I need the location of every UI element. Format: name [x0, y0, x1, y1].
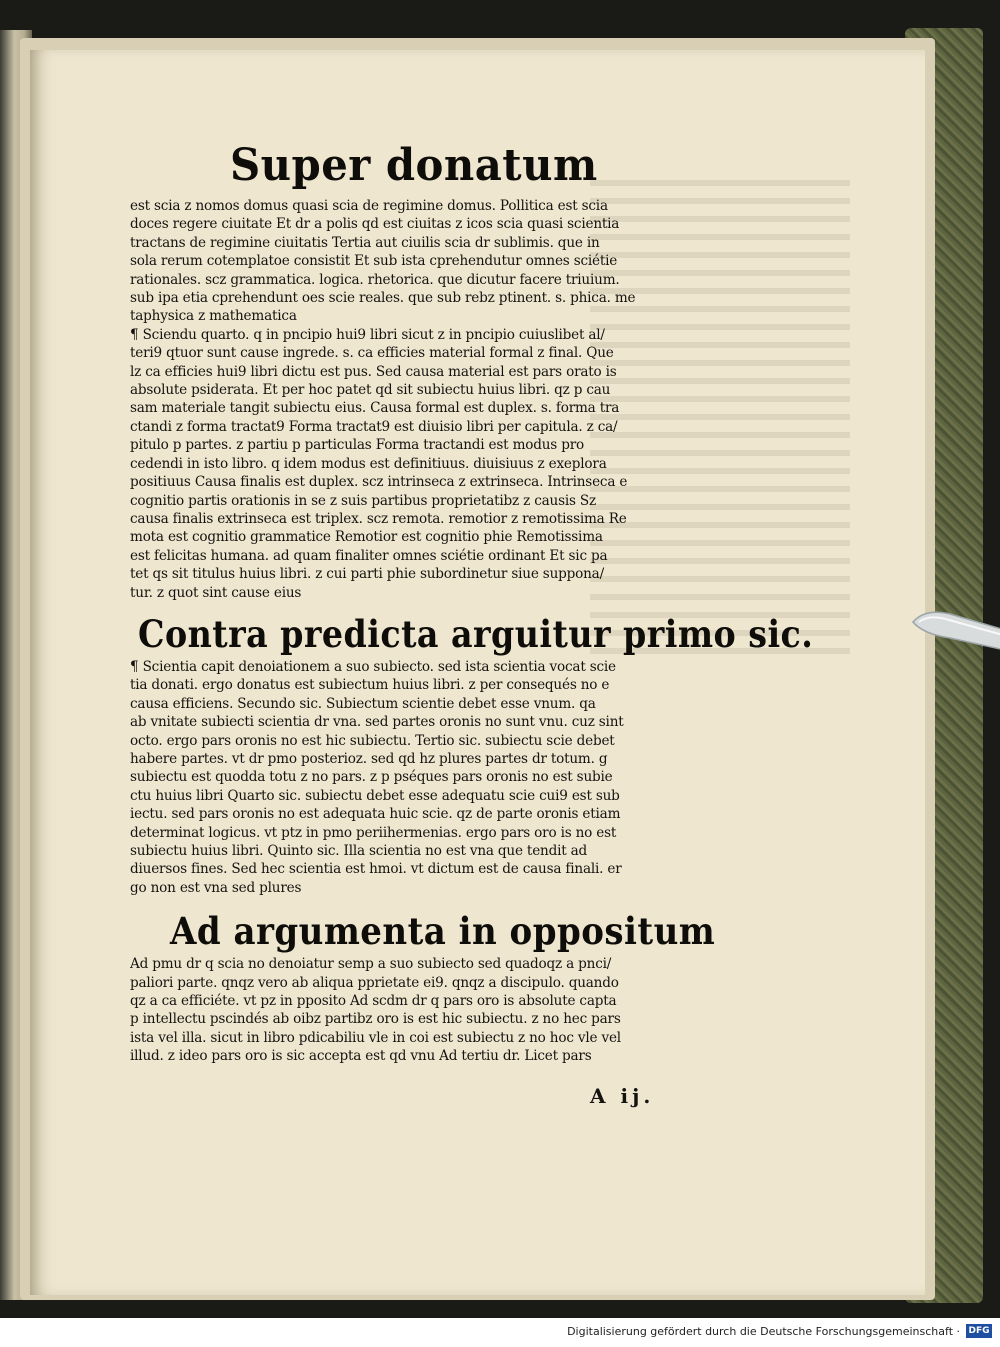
bookmark-clip-icon	[905, 600, 1000, 660]
text-line: est felicitas humana. ad quam finaliter omnes sciétie ordinant Et sic pa	[130, 547, 608, 564]
paragraph-ad-argumenta	[130, 955, 685, 1065]
text-line: Ad pmu dr q scia no denoiatur semp a suo subiecto sed quadoqz a pnci/	[130, 956, 612, 973]
text-line: ctandi z forma tractat9 Forma tractat9 est diuisio libri per capitula. z ca/	[130, 418, 618, 435]
text-line: ¶ Sciendu quarto. q in pncipio hui9 libri sicut z in pncipio cuiuslibet al/	[130, 326, 605, 343]
signature-mark: A ij.	[590, 1084, 655, 1108]
text-line: sub ipa etia cprehendunt oes scie reales. que sub rebz ptinent. s. phica. me	[130, 290, 636, 307]
text-line: go non est vna sed plures	[130, 879, 302, 896]
text-line: causa finalis extrinseca est triplex. scz remota. remotior z remotissima Re	[130, 510, 627, 527]
text-line: diuersos fines. Sed hec scientia est hmoi. vt dictum est de causa finali. er	[130, 861, 622, 878]
running-heading: Super donatum	[230, 140, 598, 191]
text-line: absolute psiderata. Et per hoc patet qd sit subiectu huius libri. qz p cau	[130, 382, 611, 399]
text-block	[130, 140, 814, 1066]
text-line: rationales. scz grammatica. logica. rhetorica. que dicutur facere triuium.	[130, 271, 620, 288]
text-line: positiuus Causa finalis est duplex. scz intrinseca z extrinseca. Intrinseca e	[130, 474, 628, 491]
text-line: lz ca efficies hui9 libri dictu est pus. Sed causa material est pars orato is	[130, 363, 617, 380]
paragraph-contra-arguments	[130, 658, 685, 897]
text-line: doces regere ciuitate Et dr a polis qd est ciuitas z icos scia quasi scientia	[130, 216, 620, 233]
dfg-logo: DFG	[966, 1324, 992, 1338]
text-line: pitulo p partes. z partiu p particulas Forma tractandi est modus pro	[130, 437, 584, 454]
text-line: sola rerum cotemplatoe consistit Et sub ista cprehendutur omnes sciétie	[130, 253, 618, 270]
section-heading-ad-argumenta: Ad argumenta in oppositum	[170, 909, 716, 954]
paragraph-politica	[130, 197, 685, 326]
footer-credit: Digitalisierung gefördert durch die Deutsche Forschungsgemeinschaft ·	[567, 1325, 960, 1338]
text-line: tet qs sit titulus huius libri. z cui parti phie subordinetur siue suppona/	[130, 566, 604, 583]
section-heading-contra: Contra predicta arguitur primo sic.	[138, 611, 814, 656]
text-line: determinat logicus. vt ptz in pmo periihermenias. ergo pars oro is no est	[130, 824, 617, 841]
text-line: subiectu huius libri. Quinto sic. Illa scientia no est vna que tendit ad	[130, 843, 588, 859]
footer-bar	[0, 1318, 1000, 1347]
text-line: ista vel illa. sicut in libro pdicabiliu vle in coi est subiectu z no hoc vle vel	[130, 1029, 621, 1046]
text-line: ab vnitate subiecti scientia dr vna. sed partes oronis no sunt vnu. cuz sint	[130, 714, 624, 731]
text-line: est scia z nomos domus quasi scia de regimine domus. Pollitica est scia	[130, 198, 608, 214]
text-line: taphysica z mathematica	[130, 308, 297, 325]
text-line: illud. z ideo pars oro is sic accepta est qd vnu Ad tertiu dr. Licet pars	[130, 1048, 592, 1065]
text-line: iectu. sed pars oronis no est adequata huic scie. qz de parte oronis etiam	[130, 806, 621, 823]
text-line: mota est cognitio grammatice Remotior est cognitio phie Remotissima	[130, 529, 603, 546]
text-line: octo. ergo pars oronis no est hic subiectu. Tertio sic. subiectu scie debet	[130, 732, 615, 749]
text-line: p intellectu pscindés ab oibz partibz oro is est hic subiectu. z no hec pars	[130, 1011, 621, 1028]
text-line: sam materiale tangit subiectu eius. Causa formal est duplex. s. forma tra	[130, 400, 620, 417]
text-line: tractans de regimine ciuitatis Tertia aut ciuilis scia dr sublimis. que in	[130, 234, 600, 251]
text-line: teri9 qtuor sunt cause ingrede. s. ca efficies material formal z final. Que	[130, 345, 614, 362]
text-line: tia donati. ergo donatus est subiectum huius libri. z per consequés no e	[130, 677, 610, 694]
text-line: causa efficiens. Secundo sic. Subiectum scientie debet esse vnum. qa	[130, 695, 596, 712]
text-line: ¶ Scientia capit denoiationem a suo subiecto. sed ista scientia vocat scie	[130, 658, 616, 675]
text-line: subiectu est quodda totu z no pars. z p pséques pars oronis no est subie	[130, 769, 613, 786]
text-line: tur. z quot sint cause eius	[130, 584, 302, 601]
text-line: qz a ca efficiéte. vt pz in pposito Ad scdm dr q pars oro is absolute capta	[130, 993, 617, 1010]
text-line: cedendi in isto libro. q idem modus est definitiuus. diuisiuus z exeplora	[130, 455, 607, 472]
text-line: cognitio partis orationis in se z suis partibus proprietatibz z causis Sz	[130, 492, 596, 509]
text-line: ctu huius libri Quarto sic. subiectu debet esse adequatu scie cui9 est sub	[130, 787, 620, 804]
text-line: habere partes. vt dr pmo posterioz. sed qd hz plures partes dr totum. g	[130, 750, 608, 767]
paragraph-sciendum-quarto	[130, 326, 685, 602]
text-line: paliori parte. qnqz vero ab aliqua pprietate ei9. qnqz a discipulo. quando	[130, 974, 619, 991]
